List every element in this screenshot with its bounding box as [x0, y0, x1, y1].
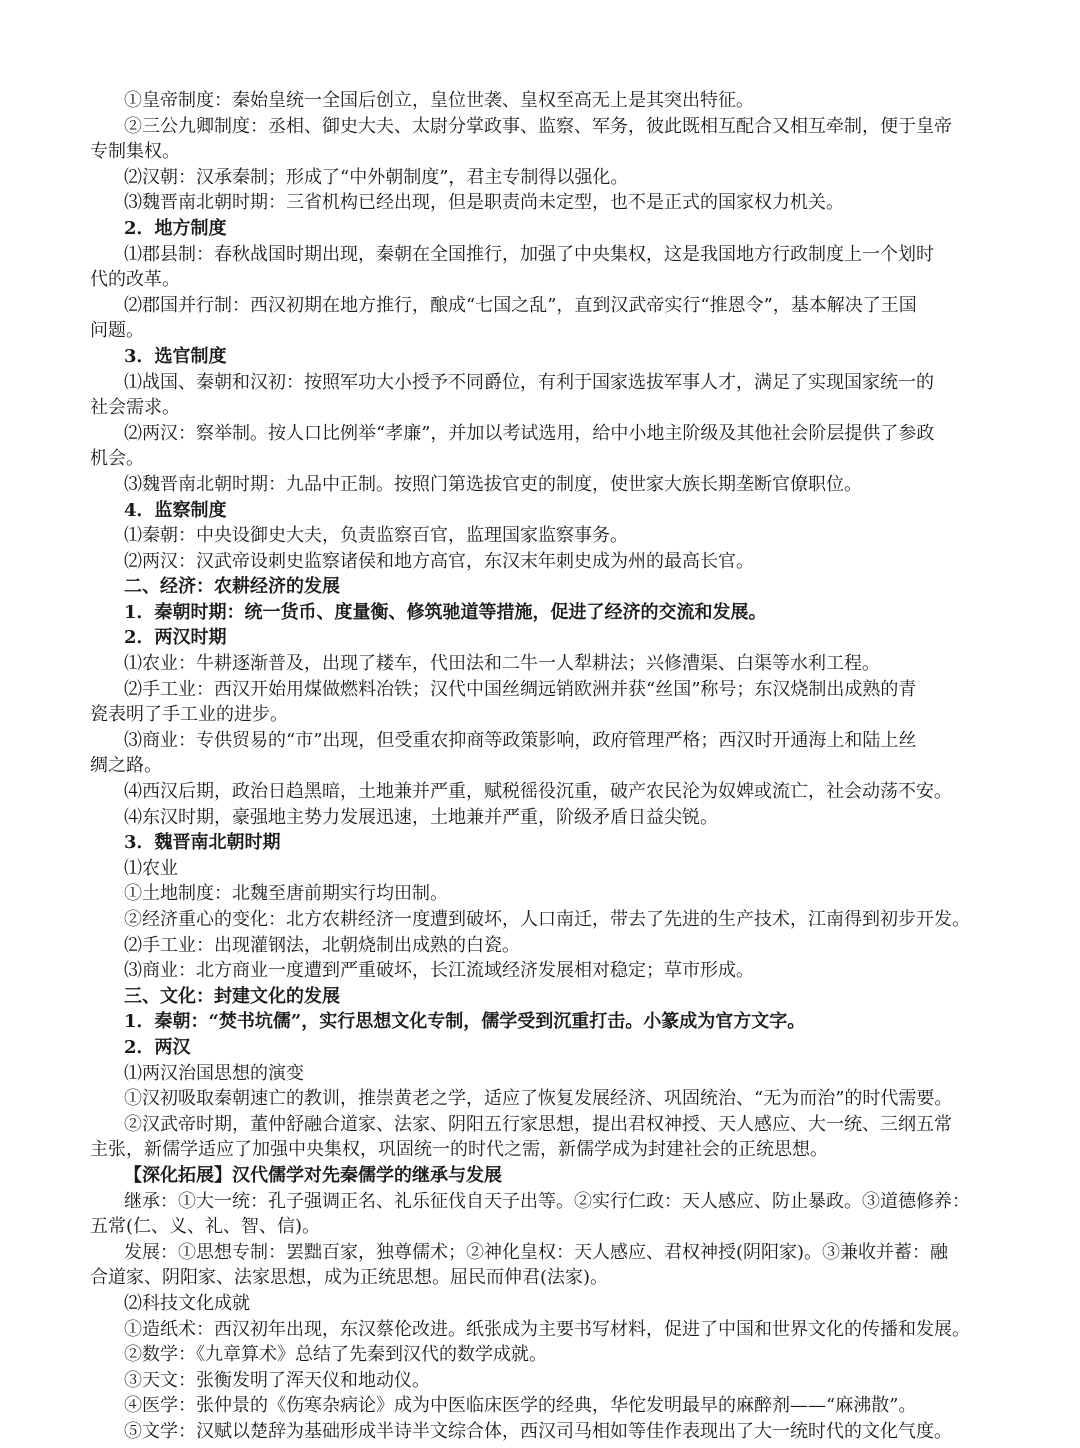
- text-line: 瓷表明了手工业的进步。: [90, 704, 288, 726]
- text-line: ⑴农业：牛耕逐渐普及，出现了耧车，代田法和二牛一人犁耕法；兴修漕渠、白渠等水利工程。: [124, 653, 880, 675]
- section-heading: 4．监察制度: [124, 499, 227, 521]
- section-heading: 3．魏晋南北朝时期: [124, 832, 281, 854]
- text-line: ③天文：张衡发明了浑天仪和地动仪。: [124, 1369, 430, 1391]
- text-line: ⑶商业：北方商业一度遭到严重破坏，长江流域经济发展相对稳定；草市形成。: [124, 960, 754, 982]
- text-line: ②经济重心的变化：北方农耕经济一度遭到破坏，人口南迁，带去了先进的生产技术，江南得到初步开发。: [124, 909, 970, 930]
- text-line: ①土地制度：北魏至唐前期实行均田制。: [124, 883, 448, 905]
- text-line: ⑶商业：专供贸易的“市”出现，但受重农抑商等政策影响，政府管理严格；西汉时开通海上和陆上丝: [124, 729, 917, 751]
- text-line: ④医学：张仲景的《伤寒杂病论》成为中医临床医学的经典，华佗发明最早的麻醉剂——“麻沸散”。: [124, 1395, 917, 1417]
- text-line: ②汉武帝时期，董仲舒融合道家、法家、阴阳五行家思想，提出君权神授、天人感应、大一统、三纲五常: [124, 1113, 952, 1135]
- text-line: 专制集权。: [90, 141, 180, 163]
- text-line: ⑵两汉：汉武帝设刺史监察诸侯和地方高官，东汉末年刺史成为州的最高长官。: [124, 550, 754, 572]
- text-line: ⑶魏晋南北朝时期：九品中正制。按照门第选拔官吏的制度，使世家大族长期垄断官僚职位。: [124, 473, 862, 495]
- text-line: 问题。: [90, 320, 144, 342]
- text-line: ⑴农业: [124, 857, 178, 879]
- extension-heading: 【深化拓展】汉代儒学对先秦儒学的继承与发展: [124, 1164, 502, 1186]
- text-line: ⑷西汉后期，政治日趋黑暗，土地兼并严重，赋税徭役沉重，破产农民沦为奴婢或流亡，社会动荡不安。: [124, 781, 952, 803]
- section-heading: 1．秦朝时期：统一货币、度量衡、修筑驰道等措施，促进了经济的交流和发展。: [124, 601, 767, 623]
- text-line: ⑵科技文化成就: [124, 1292, 250, 1314]
- text-line: ⑷东汉时期，豪强地主势力发展迅速，土地兼并严重，阶级矛盾日益尖锐。: [124, 806, 718, 828]
- text-line: ⑵手工业：出现灌钢法，北朝烧制出成熟的白瓷。: [124, 934, 520, 956]
- text-line: ①汉初吸取秦朝速亡的教训，推崇黄老之学，适应了恢复发展经济、巩固统治、“无为而治”的时代需要。: [124, 1088, 953, 1110]
- text-line: 社会需求。: [90, 397, 180, 419]
- text-line: ⑶魏晋南北朝时期：三省机构已经出现，但是职责尚未定型，也不是正式的国家权力机关。: [124, 192, 844, 214]
- text-line: ⑴秦朝：中央设御史大夫，负责监察百官，监理国家监察事务。: [124, 525, 628, 547]
- text-line: ②数学：《九章算术》总结了先秦到汉代的数学成就。: [124, 1344, 547, 1366]
- text-line: ⑴两汉治国思想的演变: [124, 1062, 304, 1084]
- text-line: ⑵郡国并行制：西汉初期在地方推行，酿成“七国之乱”，直到汉武帝实行“推恩令”，基本解决了王国: [124, 294, 917, 316]
- section-heading: 1．秦朝：“焚书坑儒”，实行思想文化专制，儒学受到沉重打击。小篆成为官方文字。: [124, 1011, 806, 1033]
- text-line: ⑴郡县制：春秋战国时期出现，秦朝在全国推行，加强了中央集权，这是我国地方行政制度上一个划时: [124, 243, 934, 265]
- text-line: 主张，新儒学适应了加强中央集权，巩固统一的时代之需，新儒学成为封建社会的正统思想。: [90, 1139, 828, 1161]
- text-line: ⑵两汉：察举制。按人口比例举“孝廉”，并加以考试选用，给中小地主阶级及其他社会阶层提供了参政: [124, 422, 935, 444]
- text-line: 绸之路。: [90, 755, 162, 777]
- section-heading: 3．选官制度: [124, 345, 227, 367]
- text-line: 合道家、阴阳家、法家思想，成为正统思想。屈民而伸君(法家)。: [90, 1267, 609, 1289]
- text-line: ①造纸术：西汉初年出现，东汉蔡伦改进。纸张成为主要书写材料，促进了中国和世界文化的传播和发展。: [124, 1318, 970, 1340]
- text-line: 发展：①思想专制：罢黜百家，独尊儒术；②神化皇权：天人感应、君权神授(阴阳家)。③兼收并蓄：融: [124, 1241, 949, 1263]
- section-heading: 2．两汉时期: [124, 627, 227, 649]
- text-line: 继承：①大一统：孔子强调正名、礼乐征伐自天子出等。②实行仁政：天人感应、防止暴政。③道德修养：: [124, 1190, 970, 1212]
- text-line: 五常(仁、义、礼、智、信)。: [90, 1216, 321, 1238]
- text-line: ⑤文学：汉赋以楚辞为基础形成半诗半文综合体，西汉司马相如等佳作表现出了大一统时代的文化气度。: [124, 1420, 952, 1442]
- section-heading: 2．地方制度: [124, 217, 227, 239]
- text-line: 机会。: [90, 448, 144, 470]
- text-line: ②三公九卿制度：丞相、御史大夫、太尉分掌政事、监察、军务，彼此既相互配合又相互牵制，便于皇帝: [124, 115, 952, 137]
- text-line: ⑵手工业：西汉开始用煤做燃料冶铁；汉代中国丝绸远销欧洲并获“丝国”称号；东汉烧制出成熟的青: [124, 678, 917, 700]
- text-line: 代的改革。: [90, 269, 180, 291]
- section-heading: 2．两汉: [124, 1036, 191, 1058]
- chapter-heading: 二、经济：农耕经济的发展: [124, 576, 340, 598]
- text-line: ⑴战国、秦朝和汉初：按照军功大小授予不同爵位，有利于国家选拔军事人才，满足了实现国家统一的: [124, 371, 934, 393]
- text-line: ①皇帝制度：秦始皇统一全国后创立，皇位世袭、皇权至高无上是其突出特征。: [124, 90, 754, 111]
- text-line: ⑵汉朝：汉承秦制；形成了“中外朝制度”，君主专制得以强化。: [124, 166, 629, 188]
- chapter-heading: 三、文化：封建文化的发展: [124, 985, 340, 1007]
